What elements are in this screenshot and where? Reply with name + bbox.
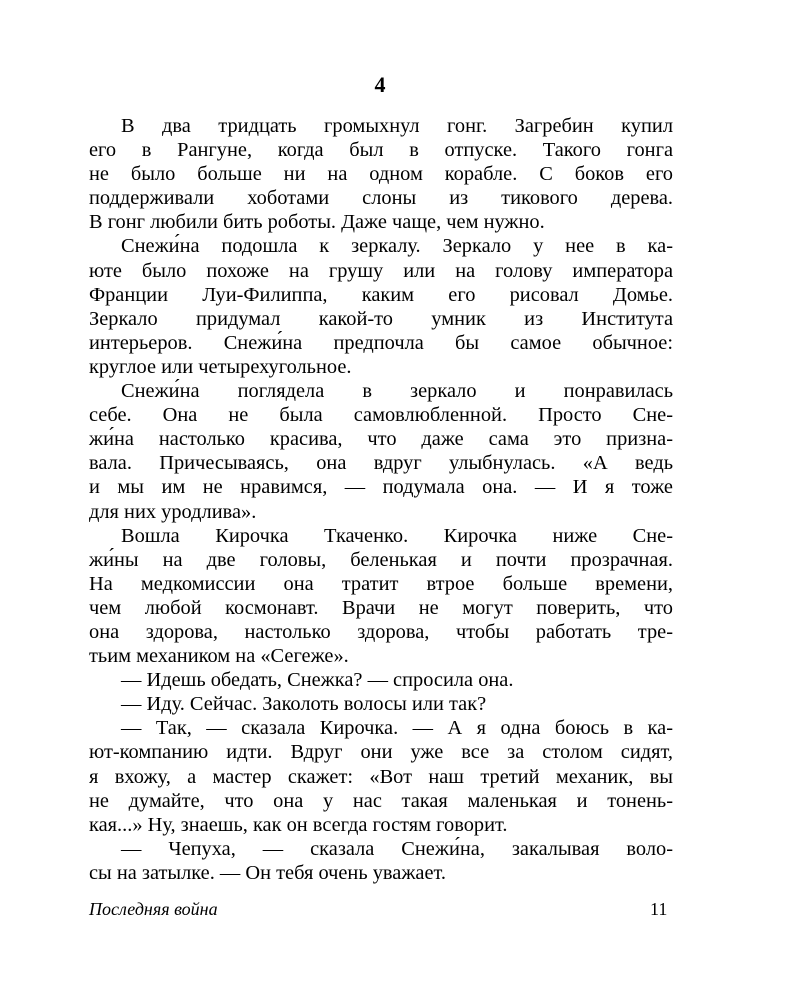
text-line: себе. Она не была самовлюбленной. Просто Сне- — [89, 404, 673, 427]
text-line: ют-компанию идти. Вдруг они уже все за столом сидят, — [89, 741, 673, 764]
text-line: и мы им не нравимся, — подумала она. — И я тоже — [89, 476, 673, 499]
text-line: Зеркало придумал какой-то умник из Института — [89, 307, 673, 330]
chapter-number: 4 — [374, 72, 386, 97]
text-line: — Чепуха, — сказала Снежи́на, закалывая воло- — [121, 837, 673, 860]
paragraph — [89, 716, 673, 836]
text-line: Франции Луи-Филиппа, каким его рисовал Домье. — [89, 283, 673, 306]
body-text — [89, 114, 673, 885]
text-line: Снежи́на подошла к зеркалу. Зеркало у нее в ка- — [121, 235, 673, 258]
text-line: я вхожу, а мастер скажет: «Вот наш третий механик, вы — [89, 765, 673, 788]
text-line: вала. Причесываясь, она вдруг улыбнулась. «А ведь — [89, 452, 673, 475]
text-line: — Иду. Сейчас. Заколоть волосы или так? — [121, 693, 487, 716]
paragraph — [89, 692, 673, 716]
paragraph — [89, 524, 673, 669]
text-line: поддерживали хоботами слоны из тикового дерева. — [89, 187, 673, 210]
text-line: — Идешь обедать, Снежка? — спросила она. — [121, 669, 514, 692]
text-line: кая...» Ну, знаешь, как он всегда гостям говорит. — [89, 813, 508, 836]
book-title: Последняя война — [89, 899, 218, 919]
text-line: не думайте, что она у нас такая маленькая и тонень- — [89, 789, 673, 812]
text-line: Вошла Кирочка Ткаченко. Кирочка ниже Сне- — [121, 524, 673, 547]
text-line: Снежи́на поглядела в зеркало и понравилась — [121, 380, 673, 403]
text-line: круглое или четырехугольное. — [89, 355, 352, 378]
text-line: В гонг любили бить роботы. Даже чаще, чем нужно. — [89, 211, 545, 234]
text-line: интерьеров. Снежи́на предпочла бы самое обычное: — [89, 331, 673, 354]
text-line: она здорова, настолько здорова, чтобы работать тре- — [89, 620, 673, 643]
text-line: тьим механиком на «Сегеже». — [89, 645, 349, 668]
text-line: сы на затылке. — Он тебя очень уважает. — [89, 861, 446, 884]
text-line: юте было похоже на грушу или на голову императора — [89, 259, 673, 282]
text-line: жи́ны на две головы, беленькая и почти прозрачная. — [89, 548, 673, 571]
paragraph — [89, 234, 673, 379]
text-line: для них уродлива». — [89, 500, 257, 523]
paragraph — [89, 668, 673, 692]
text-line: чем любой космонавт. Врачи не могут поверить, что — [89, 596, 673, 619]
text-line: В два тридцать громыхнул гонг. Загребин купил — [121, 115, 673, 137]
text-line: жи́на настолько красива, что даже сама это призна- — [89, 428, 673, 451]
page-number: 11 — [650, 899, 668, 919]
text-line: его в Рангуне, когда был в отпуске. Такого гонга — [89, 139, 673, 162]
text-line: не было больше ни на одном корабле. С боков его — [89, 163, 673, 186]
paragraph — [89, 379, 673, 524]
paragraph — [89, 114, 673, 234]
text-line: На медкомиссии она тратит втрое больше времени, — [89, 572, 673, 595]
text-line: — Так, — сказала Кирочка. — А я одна боюсь в ка- — [121, 717, 673, 740]
paragraph — [89, 837, 673, 885]
